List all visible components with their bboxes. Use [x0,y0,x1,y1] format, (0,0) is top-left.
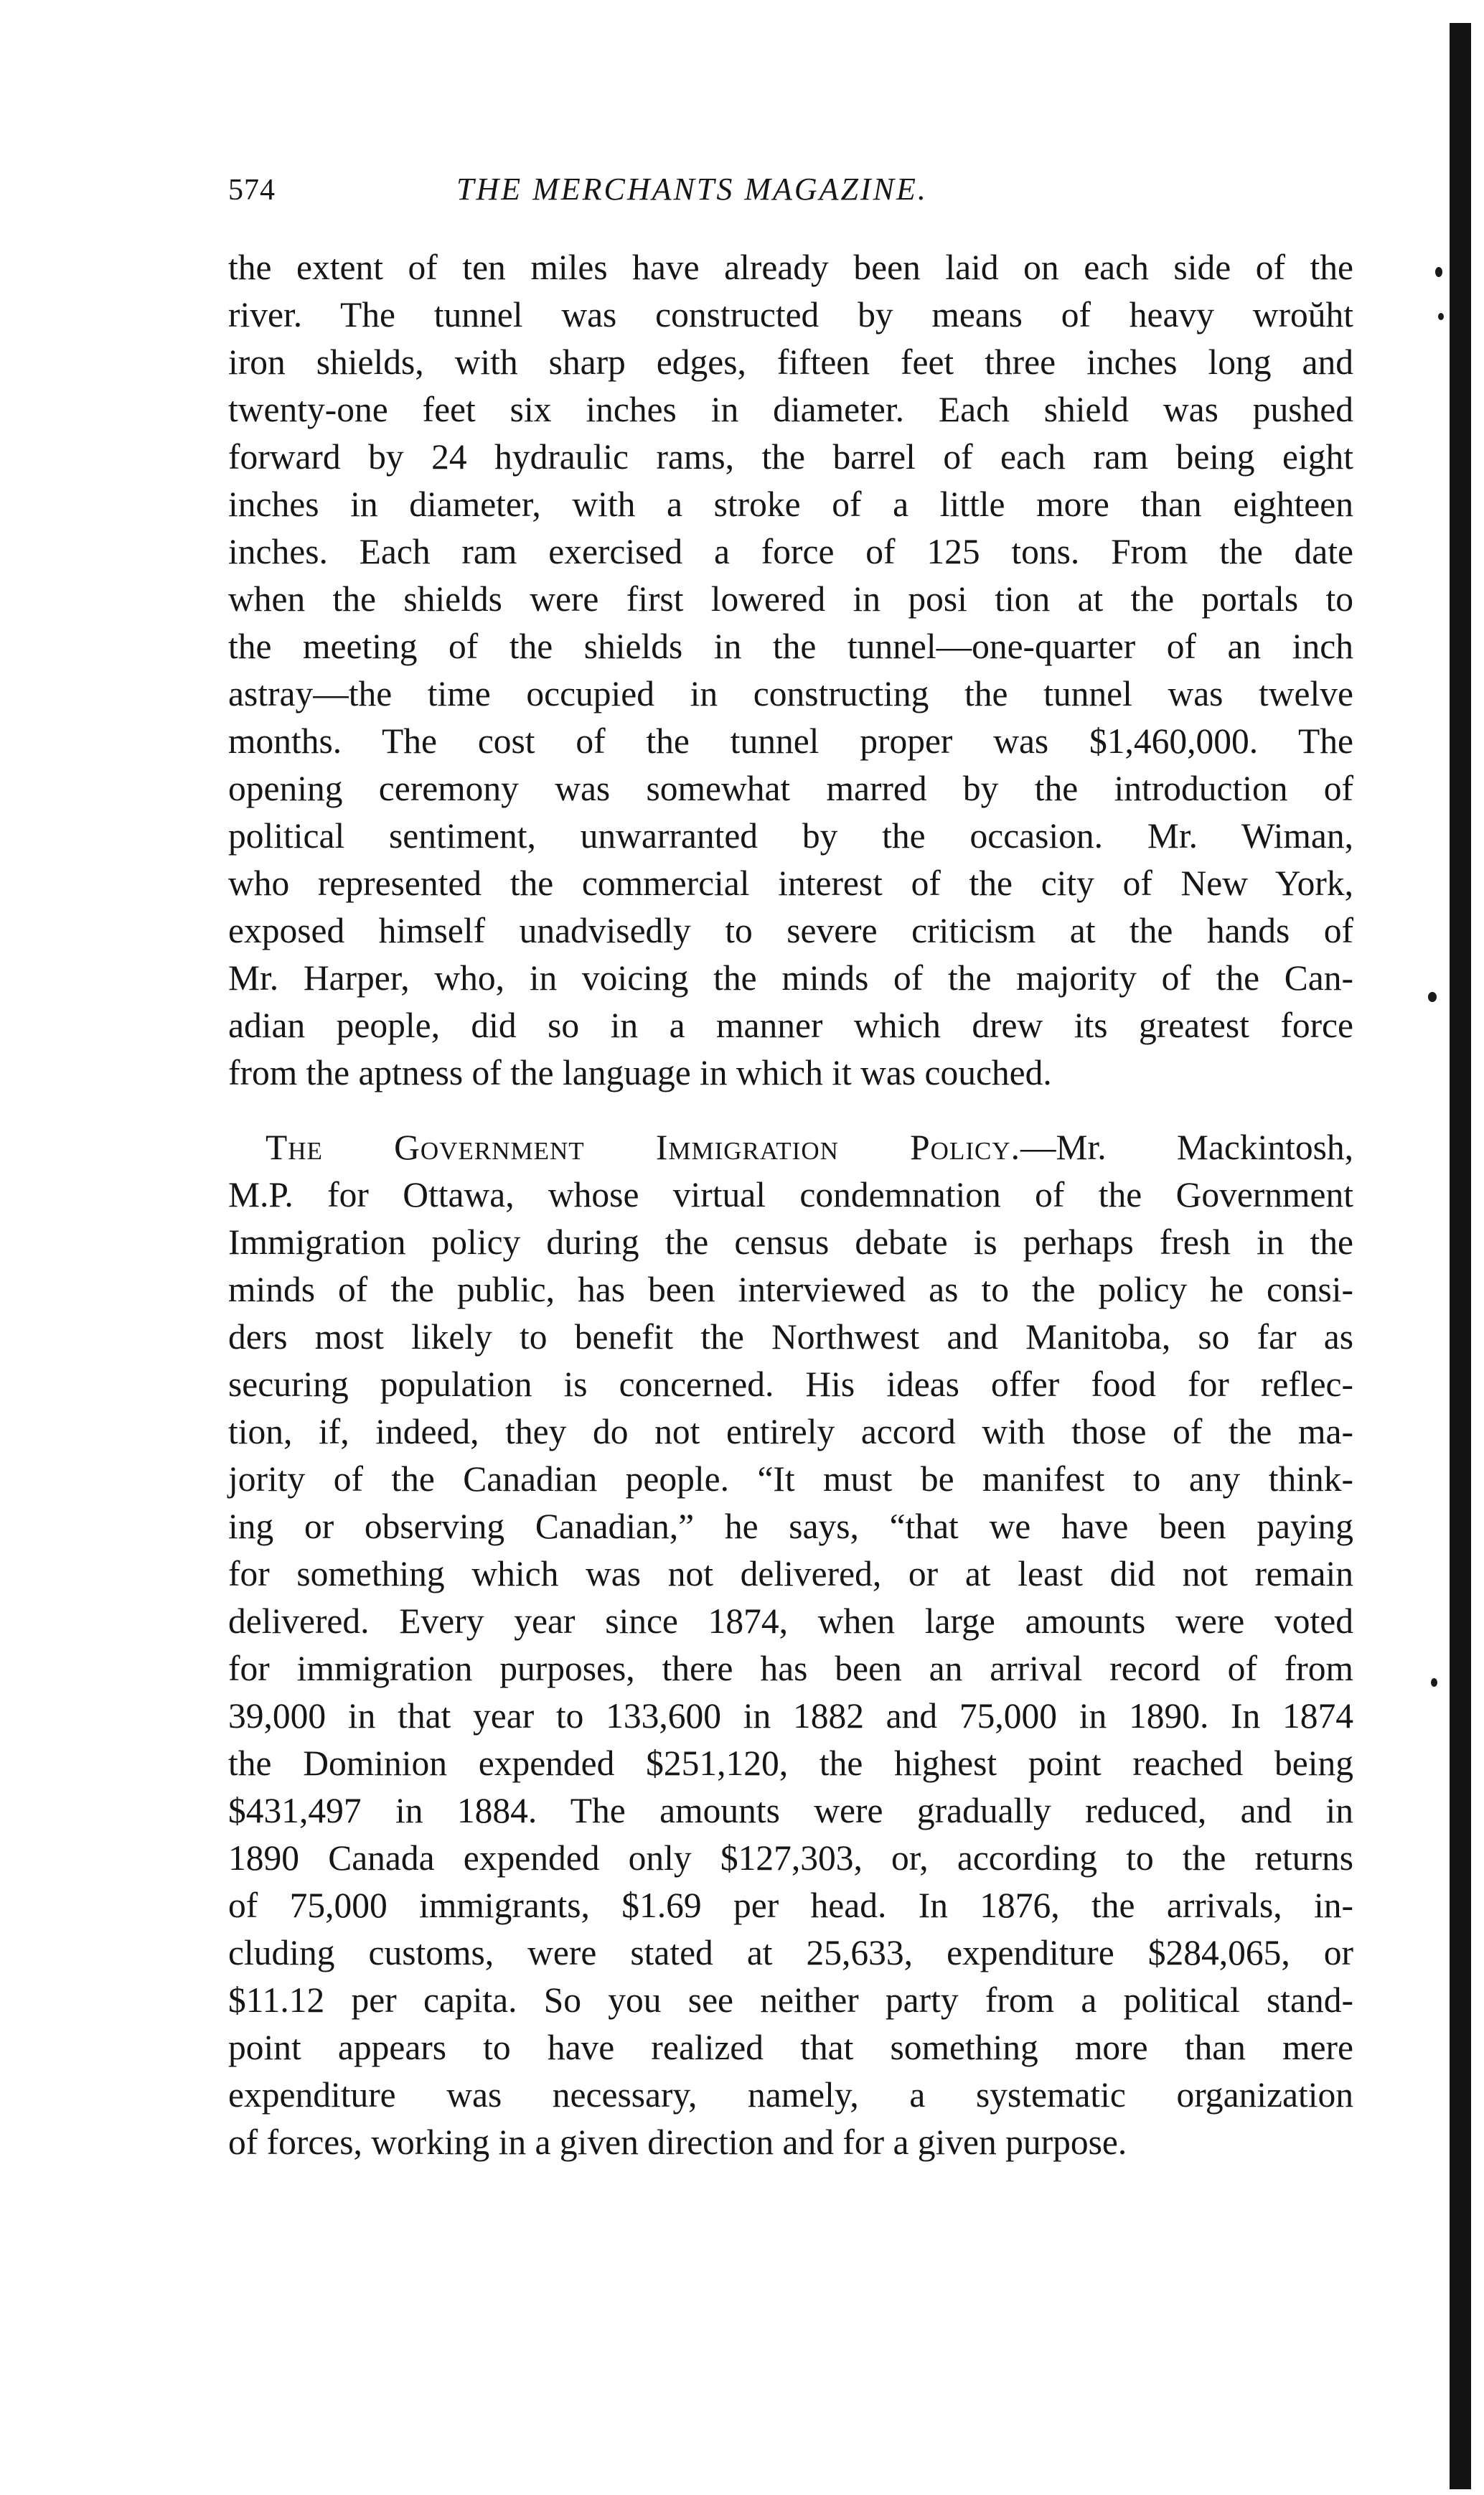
text-line: expenditure was necessary, namely, a systematic organization [228,2075,1353,2115]
text-line: astray—the time occupied in constructing the tunnel was twelve [228,674,1353,713]
text-line: of forces, working in a given direction and for a given purpose. [228,2122,1127,2162]
scan-margin-bar [1450,23,1471,2489]
text-line: river. The tunnel was constructed by means of heavy wroŭht [228,295,1353,334]
scan-speck [1435,267,1442,277]
text-line: who represented the commercial interest of the city of New York, [228,863,1353,903]
text-line: Mr. Harper, who, in voicing the minds of the majority of the Can- [228,958,1353,998]
text-line: exposed himself unadvisedly to severe criticism at the hands of [228,911,1353,950]
text-line: for immigration purposes, there has been an arrival record of from [228,1649,1353,1688]
text-line: M.P. for Ottawa, whose virtual condemnation of the Government [228,1175,1353,1214]
text-line: inches. Each ram exercised a force of 125 tons. From the date [228,532,1353,571]
text-line: $11.12 per capita. So you see neither party from a political stand- [228,1980,1353,2020]
text-line: of 75,000 immigrants, $1.69 per head. In 1876, the arrivals, in- [228,1886,1353,1925]
text-line: ders most likely to benefit the Northwest and Manitoba, so far as [228,1317,1353,1357]
text-line: months. The cost of the tunnel proper was $1,460,000. The [228,721,1353,761]
text-line: securing population is concerned. His ideas offer food for reflec- [228,1364,1353,1404]
page-header [228,171,1353,223]
text-line: Immigration policy during the census debate is perhaps fresh in the [228,1222,1353,1262]
text-line: forward by 24 hydraulic rams, the barrel of each ram being eight [228,437,1353,477]
text-line: twenty-one feet six inches in diameter. Each shield was pushed [228,390,1353,429]
text-line: tion, if, indeed, they do not entirely accord with those of the ma- [228,1412,1353,1451]
text-line: $431,497 in 1884. The amounts were gradually reduced, and in [228,1791,1353,1830]
heading-continuation: —Mr. Mackintosh, [1020,1128,1353,1167]
scan-speck [1431,1678,1437,1687]
text-line: iron shields, with sharp edges, fifteen feet three inches long and [228,342,1353,382]
scan-speck [1438,313,1444,320]
text-line [228,1124,1353,1171]
scan-speck [1428,992,1437,1002]
text-line: the Dominion expended $251,120, the highest point reached being [228,1743,1353,1783]
text-line: point appears to have realized that something more than mere [228,2028,1353,2067]
running-title: THE MERCHANTS MAGAZINE. [456,172,928,207]
text-line: inches in diameter, with a stroke of a little more than eighteen [228,485,1353,524]
text-line: cluding customs, were stated at 25,633, expenditure $284,065, or [228,1933,1353,1972]
section-heading: The Government Immigration Policy. [266,1128,1020,1167]
text-line: the meeting of the shields in the tunnel—one-quarter of an inch [228,627,1353,666]
text-line: political sentiment, unwarranted by the occasion. Mr. Wiman, [228,816,1353,856]
text-line: opening ceremony was somewhat marred by the introduction of [228,769,1353,808]
paragraph-immigration [228,1124,1353,2166]
text-line: ing or observing Canadian,” he says, “that we have been paying [228,1507,1353,1546]
text-line: minds of the public, has been interviewed as to the policy he consi- [228,1270,1353,1309]
article-body [228,244,1353,2166]
page-number: 574 [228,174,276,207]
text-line: when the shields were first lowered in posi tion at the portals to [228,579,1353,619]
text-line: for something which was not delivered, or at least did not remain [228,1554,1353,1593]
paragraph-gap [228,1097,1353,1124]
text-line: delivered. Every year since 1874, when large amounts were voted [228,1601,1353,1641]
text-line: adian people, did so in a manner which drew its greatest force [228,1006,1353,1045]
page [228,171,1353,2166]
text-line: the extent of ten miles have already been laid on each side of the [228,248,1353,287]
text-line: 1890 Canada expended only $127,303, or, according to the returns [228,1838,1353,1878]
paragraph-tunnel [228,244,1353,1097]
text-line: from the aptness of the language in which it was couched. [228,1053,1052,1092]
text-line: 39,000 in that year to 133,600 in 1882 and 75,000 in 1890. In 1874 [228,1696,1353,1736]
text-line: jority of the Canadian people. “It must be manifest to any think- [228,1459,1353,1499]
